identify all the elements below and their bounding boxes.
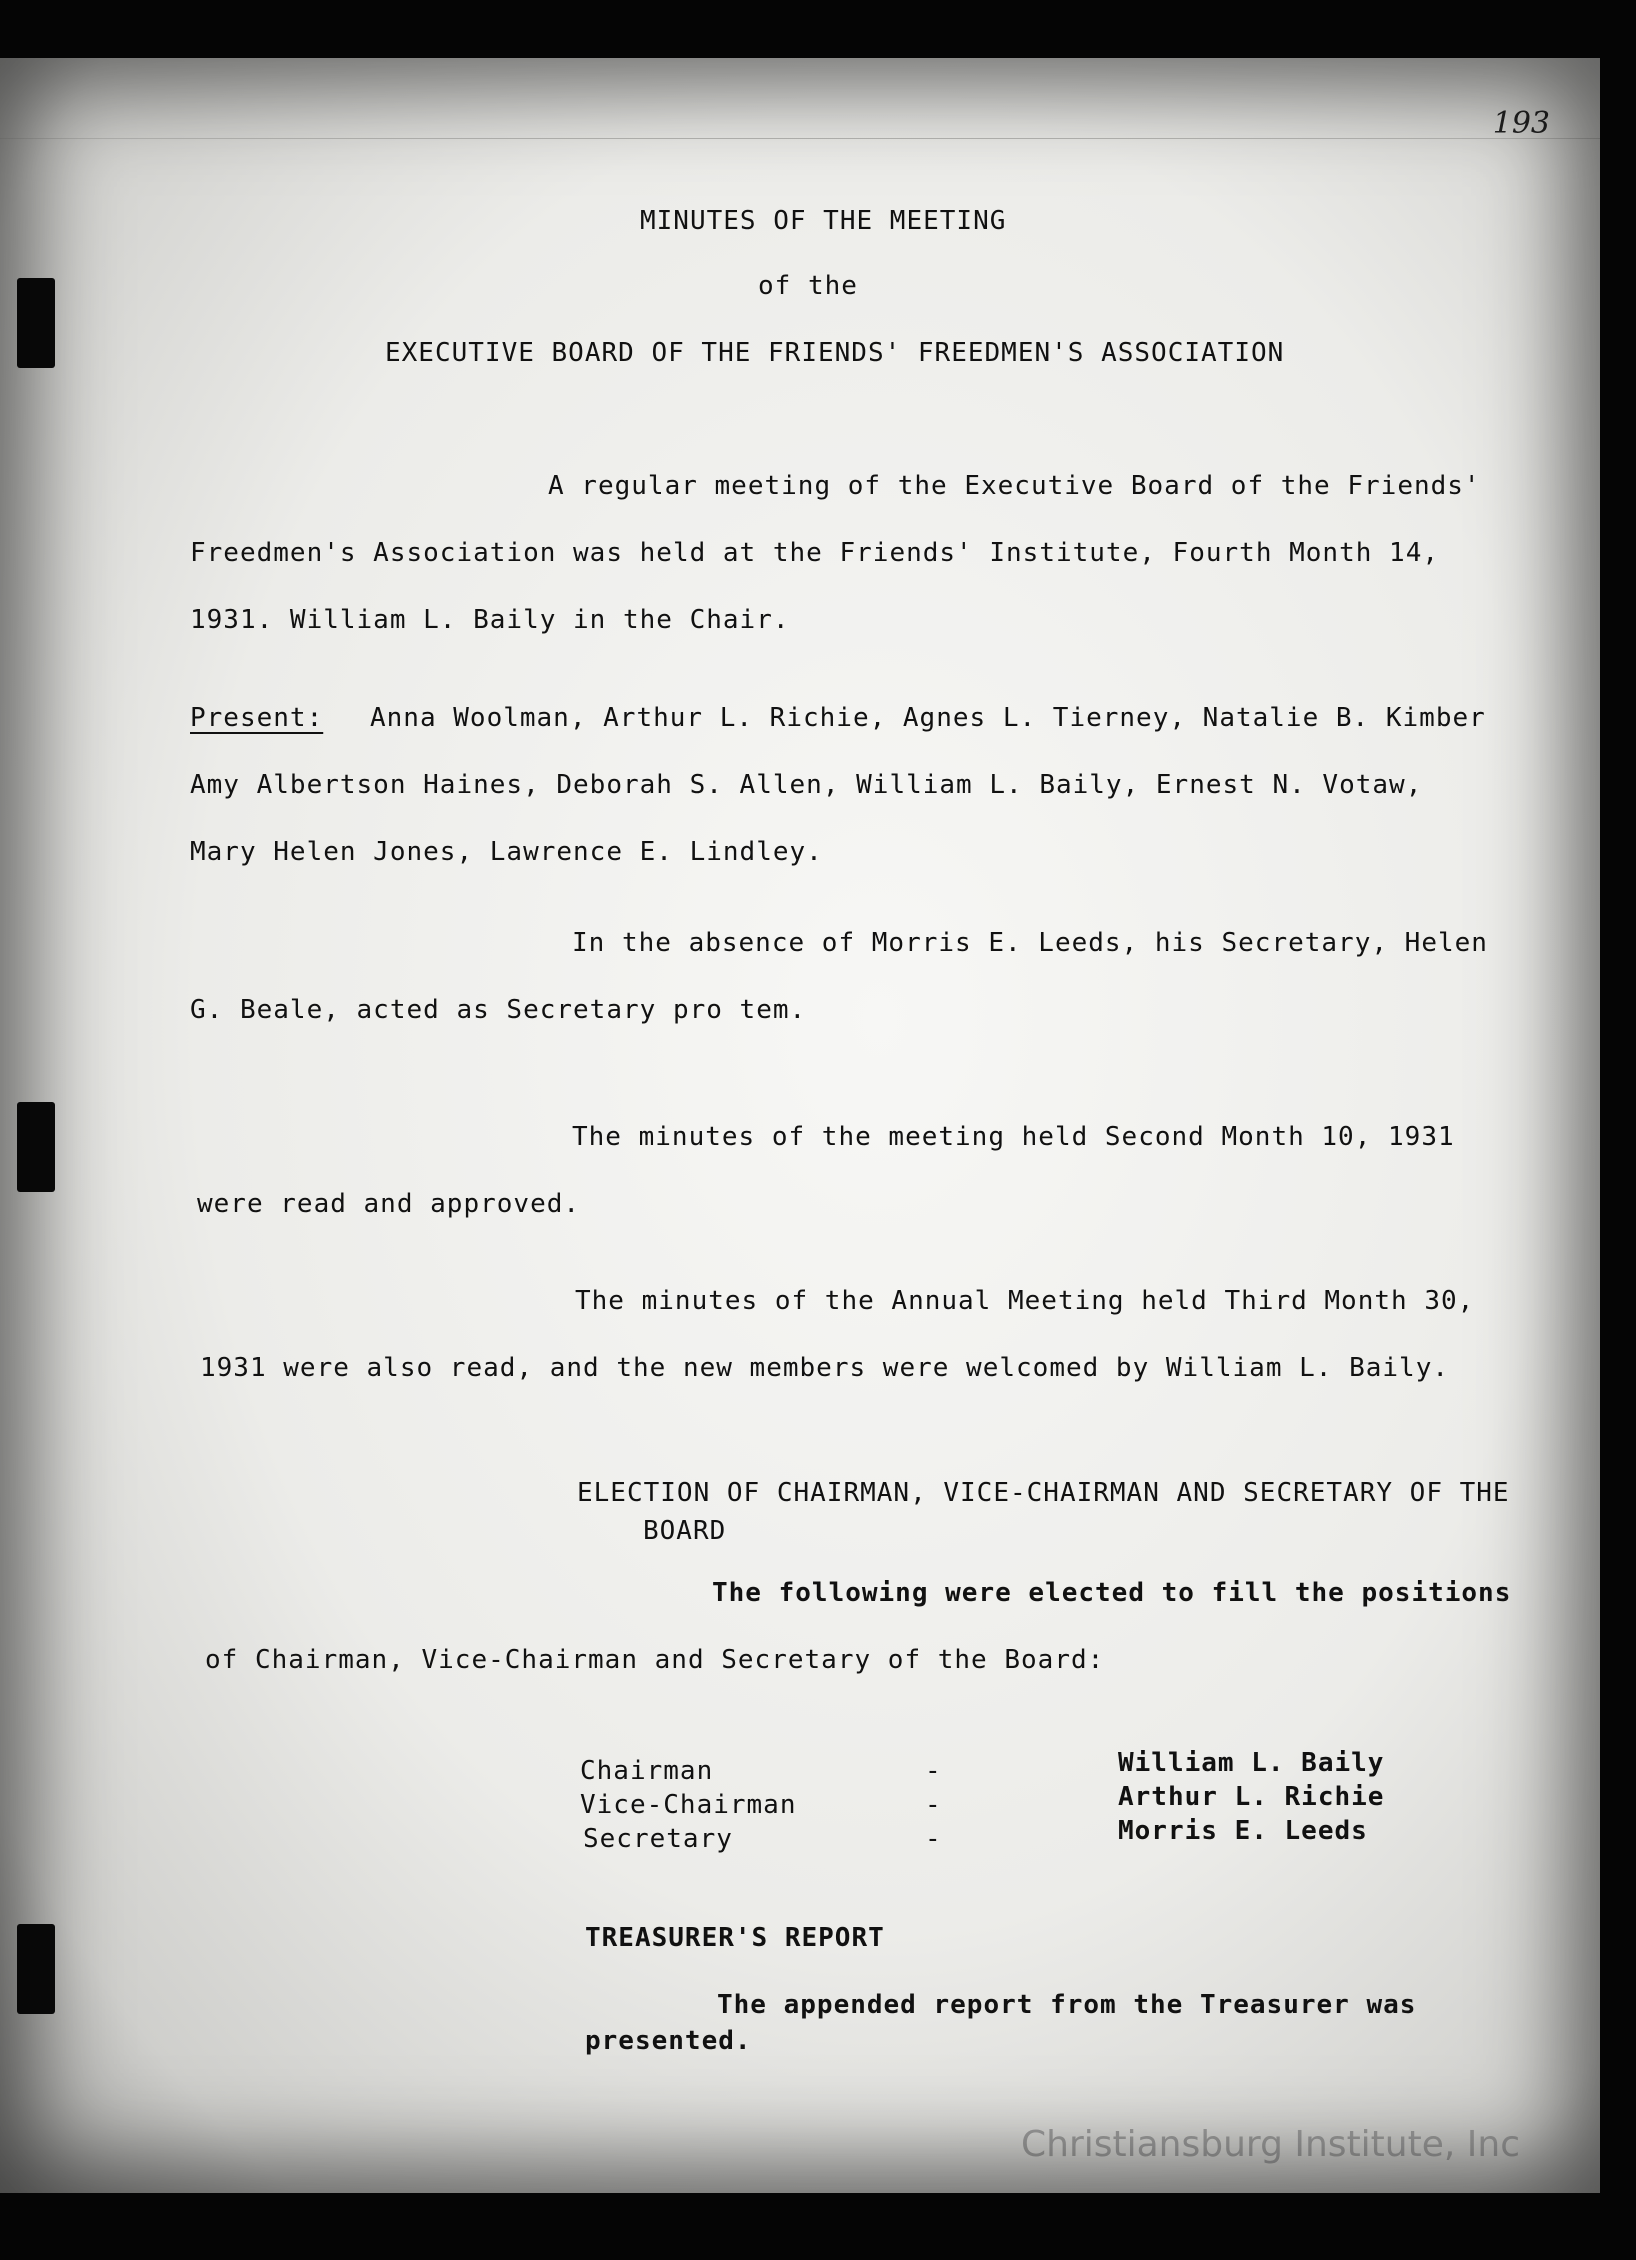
watermark: Christiansburg Institute, Inc	[1020, 2124, 1520, 2165]
paragraph-line: of Chairman, Vice-Chairman and Secretary of the Board:	[205, 1645, 1105, 1675]
officer-dash: -	[925, 1790, 942, 1820]
film-marker	[17, 278, 55, 368]
officer-role: Secretary	[583, 1824, 733, 1854]
title-line-2: of the	[758, 271, 858, 301]
title-line-3: EXECUTIVE BOARD OF THE FRIENDS' FREEDMEN'S ASSOCIATION	[385, 338, 1285, 368]
paragraph-line: 1931 were also read, and the new members were welcomed by William L. Baily.	[200, 1353, 1449, 1383]
paragraph-line: The minutes of the meeting held Second Month 10, 1931	[572, 1122, 1455, 1152]
paragraph-line: The minutes of the Annual Meeting held Third Month 30,	[575, 1286, 1475, 1316]
paragraph-line: were read and approved.	[197, 1189, 581, 1219]
attendee-line: Amy Albertson Haines, Deborah S. Allen, William L. Baily, Ernest N. Votaw,	[190, 770, 1423, 800]
attendee-line: Anna Woolman, Arthur L. Richie, Agnes L. Tierney, Natalie B. Kimber	[370, 703, 1486, 733]
page-number: 193	[1492, 106, 1550, 141]
officer-dash: -	[925, 1824, 942, 1854]
paragraph-line: The appended report from the Treasurer was	[717, 1990, 1417, 2020]
document-page	[0, 58, 1600, 2193]
attendee-line: Mary Helen Jones, Lawrence E. Lindley.	[190, 837, 823, 867]
paragraph-line: presented.	[585, 2026, 752, 2056]
section-heading: TREASURER'S REPORT	[585, 1923, 885, 1953]
paragraph-line: G. Beale, acted as Secretary pro tem.	[190, 995, 807, 1025]
film-marker	[17, 1924, 55, 2014]
section-heading: ELECTION OF CHAIRMAN, VICE-CHAIRMAN AND SECRETARY OF THE	[577, 1478, 1510, 1508]
paragraph-line: Freedmen's Association was held at the Friends' Institute, Fourth Month 14,	[190, 538, 1439, 568]
title-line-1: MINUTES OF THE MEETING	[640, 206, 1007, 236]
film-marker	[17, 1102, 55, 1192]
officer-role: Vice-Chairman	[580, 1790, 797, 1820]
paragraph-line: 1931. William L. Baily in the Chair.	[190, 605, 790, 635]
officer-name: William L. Baily	[1118, 1748, 1385, 1778]
top-rule	[0, 138, 1600, 139]
paragraph-line: A regular meeting of the Executive Board of the Friends'	[548, 471, 1481, 501]
paragraph-line: In the absence of Morris E. Leeds, his Secretary, Helen	[572, 928, 1488, 958]
officer-role: Chairman	[580, 1756, 714, 1786]
officer-name: Morris E. Leeds	[1118, 1816, 1368, 1846]
paragraph-line: The following were elected to fill the positions	[712, 1578, 1512, 1608]
section-heading: BOARD	[643, 1516, 727, 1546]
officer-dash: -	[925, 1756, 942, 1786]
present-label: Present:	[190, 703, 324, 733]
officer-name: Arthur L. Richie	[1118, 1782, 1385, 1812]
